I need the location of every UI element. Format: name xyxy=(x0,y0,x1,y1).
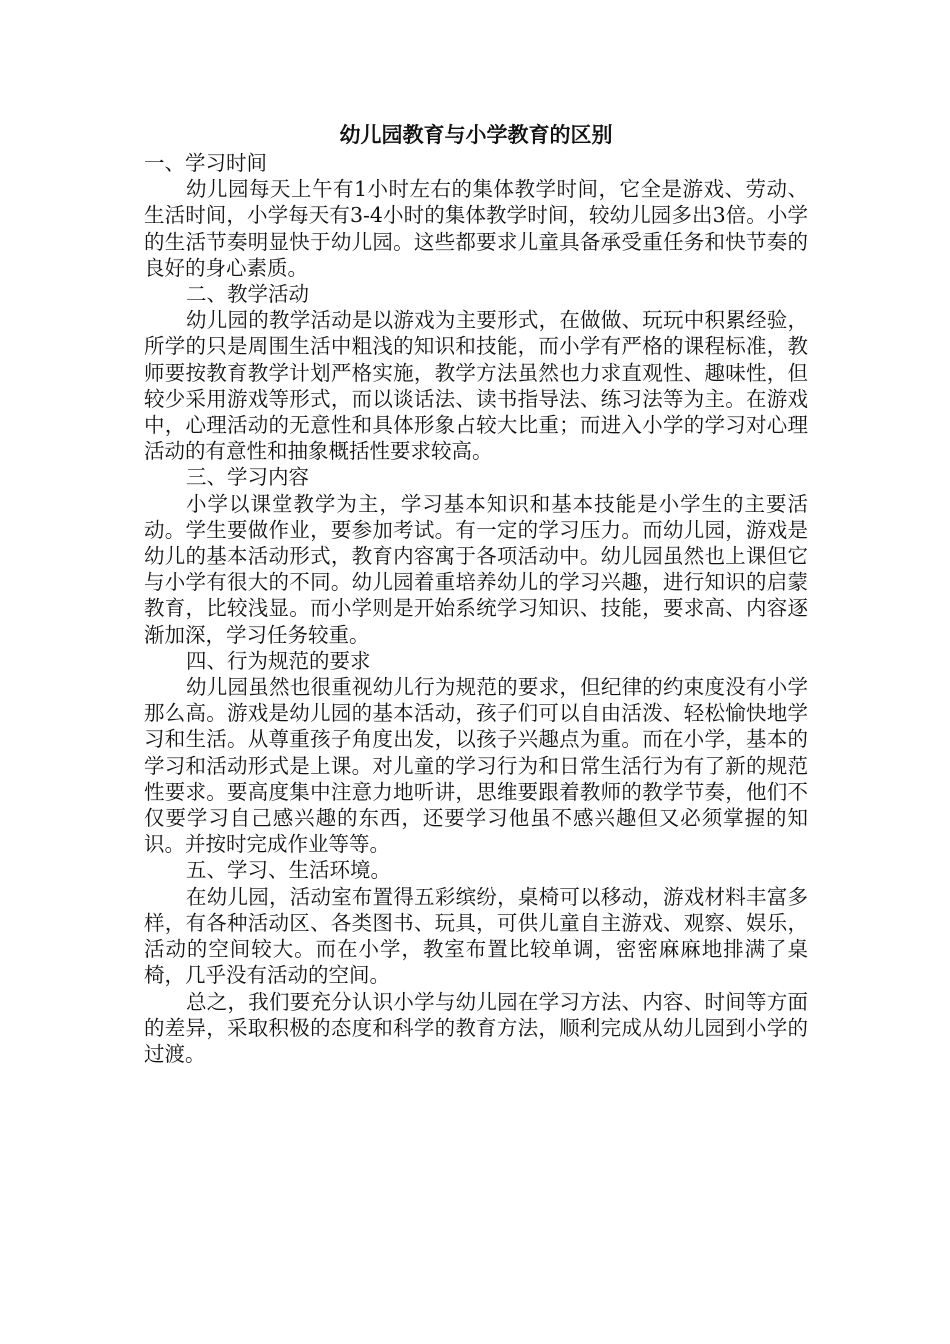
document-body xyxy=(144,120,808,1067)
section-heading-behavior-norms: 四、行为规范的要求 xyxy=(186,648,371,673)
section-paragraph-environment: 在幼儿园，活动室布置得五彩缤纷，桌椅可以移动，游戏材料丰富多样，有各种活动区、各类图书、玩具，可供儿童自主游戏、观察、娱乐，活动的空间较大。而在小学，教室布置比较单调，密密麻麻地排满了桌椅，几乎没有活动的空间。 xyxy=(144,884,808,988)
section-heading-study-time: 一、学习时间 xyxy=(144,151,267,175)
section-heading-study-content: 三、学习内容 xyxy=(186,465,309,490)
section-heading-teaching-activities: 二、教学活动 xyxy=(186,282,309,307)
section-paragraph-teaching-activities: 幼儿园的教学活动是以游戏为主要形式，在做做、玩玩中积累经验，所学的只是周围生活中粗浅的知识和技能，而小学有严格的课程标准，教师要按教育教学计划严格实施，教学方法虽然也力求直观性、趣味性，但较少采用游戏等形式，而以谈话法、读书指导法、练习法等为主。在游戏中，心理活动的无意性和具体形象占较大比重；而进入小学的学习对心理活动的有意性和抽象概括性要求较高。 xyxy=(144,308,808,464)
section-paragraph-study-time: 幼儿园每天上午有1小时左右的集体教学时间，它全是游戏、劳动、生活时间，小学每天有3-4小时的集体教学时间，较幼儿园多出3倍。小学的生活节奏明显快于幼儿园。这些都要求儿童具备承受重任务和快节奏的良好的身心素质。 xyxy=(144,177,808,280)
conclusion-paragraph: 总之，我们要充分认识小学与幼儿园在学习方法、内容、时间等方面的差异，采取积极的态度和科学的教育方法，顺利完成从幼儿园到小学的过渡。 xyxy=(144,989,808,1066)
section-paragraph-behavior-norms: 幼儿园虽然也很重视幼儿行为规范的要求，但纪律的约束度没有小学那么高。游戏是幼儿园的基本活动，孩子们可以自由活泼、轻松愉快地学习和生活。从尊重孩子角度出发，以孩子兴趣点为重。而在小学，基本的学习和活动形式是上课。对儿童的学习行为和日常生活行为有了新的规范性要求。要高度集中注意力地听讲，思维要跟着教师的教学节奏，他们不仅要学习自己感兴趣的东西，还要学习他虽不感兴趣但又必须掌握的知识。并按时完成作业等等。 xyxy=(144,675,808,857)
section-paragraph-study-content: 小学以课堂教学为主，学习基本知识和基本技能是小学生的主要活动。学生要做作业，要参加考试。有一定的学习压力。而幼儿园，游戏是幼儿的基本活动形式，教育内容寓于各项活动中。幼儿园虽然也上课但它与小学有很大的不同。幼儿园着重培养幼儿的学习兴趣，进行知识的启蒙教育，比较浅显。而小学则是开始系统学习知识、技能，要求高、内容逐渐加深，学习任务较重。 xyxy=(144,491,808,647)
section-heading-environment: 五、学习、生活环境。 xyxy=(186,858,391,883)
document-title: 幼儿园教育与小学教育的区别 xyxy=(339,122,613,147)
